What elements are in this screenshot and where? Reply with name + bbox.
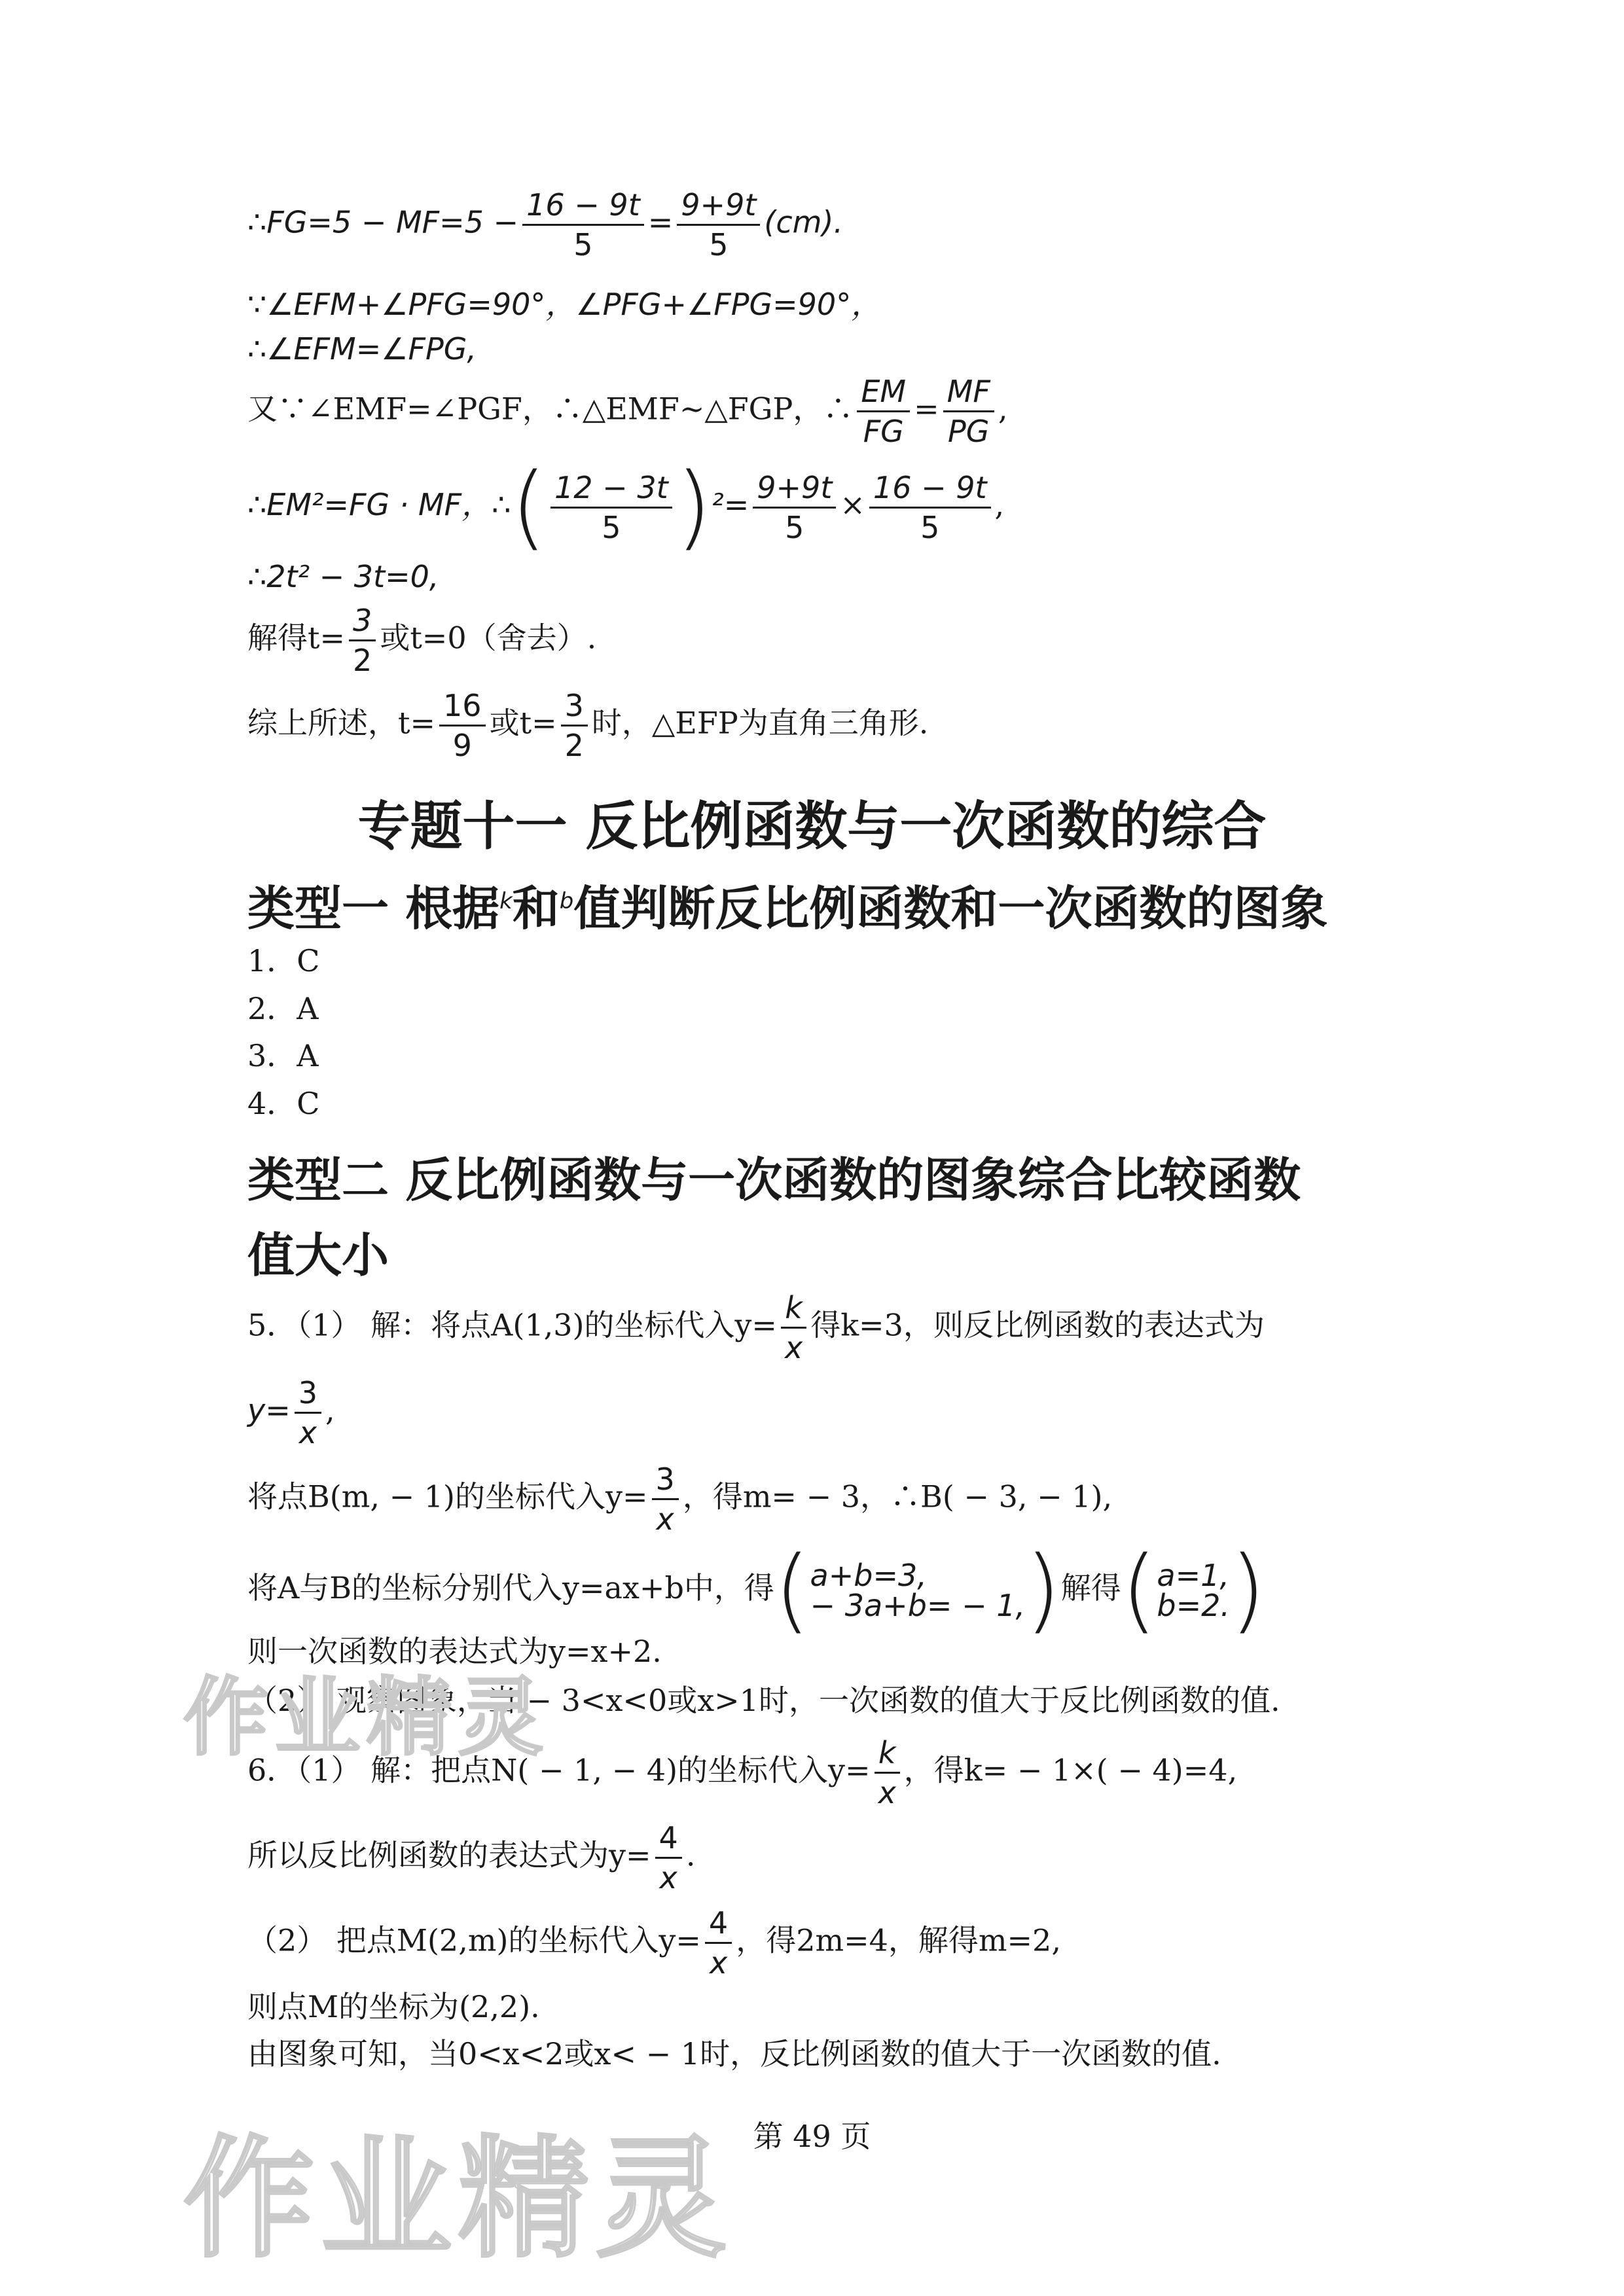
q5-part1: 5．（1） 解：将点A(1,3)的坐标代入y= $\frac{k}{x}$ 得k=3，则反比例函数的表达式为 [247, 1290, 1265, 1365]
q6-part2: （2） 把点M(2,m)的坐标代入y= $\frac{4}{x}$ ，得2m=4，解得m=2, [247, 1905, 1061, 1981]
q5-linear: 则一次函数的表达式为y=x+2. [247, 1634, 662, 1669]
eq-fg-frac1: $\frac{16 - 9t}{5}$ [522, 190, 644, 260]
eq-similar-frac1: $\frac{EM}{FG}$ [857, 376, 910, 446]
eq-em-frac2: $\frac{9+9t}{5}$ [753, 473, 836, 543]
eq-similar-frac2: $\frac{MF}{PG}$ [943, 376, 994, 446]
eq-angle-equal: ∴∠EFM=∠FPG, [247, 331, 477, 367]
eq-fg-unit: (cm). [764, 204, 844, 240]
type2-heading-line1: 类型二 反比例函数与一次函数的图象综合比较函数 [247, 1153, 1301, 1208]
q5-part2: （2） 观察图象，当 − 3<x<0或x>1时，一次函数的值大于反比例函数的值. [247, 1683, 1280, 1718]
eq-solution: 解得t= $\frac{3}{2}$ 或t=0（舍去）. [247, 603, 597, 678]
eq-fg-therefore: ∴ [247, 204, 267, 240]
eq-em-frac1: $\frac{12 - 3t}{5}$ [550, 473, 672, 543]
q5-expression: y= $\frac{3}{x}$ , [247, 1375, 335, 1450]
eq-summary: 综上所述，t= $\frac{16}{9}$ 或t= $\frac{3}{2}$ 时，△EFP为直角三角形. [247, 688, 929, 763]
eq-fg: ∴FG=5 − MF=5 − $\frac{16 - 9t}{5}$ = $\frac{9+9t}{5}$ (cm). [247, 187, 844, 262]
eq-fg-frac2: $\frac{9+9t}{5}$ [677, 190, 760, 260]
page-number: 第 49 页 [753, 2119, 871, 2154]
q6-part2-frac: $\frac{4}{x}$ [705, 1908, 732, 1978]
q5-system-solution: a=1, b=2. [1157, 1558, 1231, 1623]
q5-point-b-frac: $\frac{3}{x}$ [652, 1464, 679, 1534]
q5-system: 将A与B的坐标分别代入y=ax+b中，得( a+b=3, − 3a+b= − 1, )解得( a=1, b=2. ) [247, 1537, 1266, 1643]
eq-summary-frac1: $\frac{16}{9}$ [439, 691, 486, 761]
q5-system-eqs: a+b=3, − 3a+b= − 1, [810, 1558, 1026, 1623]
eq-summary-text: 综上所述，t= [247, 705, 436, 741]
watermark-mid: 作业精灵 [183, 1668, 550, 1767]
eq-em-squared: ∴EM²=FG · MF，∴( $\frac{12 - 3t}{5}$ )²= $\frac{9+9t}{5}$ × $\frac{16 - 9t}{5}$ , [247, 454, 1005, 560]
eq-em-text: ∴EM²=FG · MF，∴ [247, 487, 511, 522]
q6-part1: 6．（1） 解：把点N( − 1, − 4)的坐标代入y= $\frac{k}{x}$ ，得k= − 1×( − 4)=4, [247, 1735, 1238, 1810]
eq-fg-lhs: FG=5 − MF=5 − [266, 204, 519, 240]
answer-3: 3．A [247, 1038, 319, 1073]
answer-1: 1．C [247, 943, 320, 978]
watermark-bottom: 作业精灵 [183, 2123, 734, 2276]
q6-conclusion: 由图象可知，当0<x<2或x< − 1时，反比例函数的值大于一次函数的值. [247, 2036, 1221, 2072]
type1-heading: 类型一 根据$^k$和$^b$值判断反比例函数和一次函数的图象 [247, 881, 1328, 936]
q5-point-b: 将点B(m, − 1)的坐标代入y= $\frac{3}{x}$ ，得m= − 3，∴B( − 3, − 1), [247, 1462, 1113, 1537]
section-title: 专题十一 反比例函数与一次函数的综合 [357, 796, 1267, 857]
q5-part1-text: 5．（1） 解：将点A(1,3)的坐标代入y= [247, 1307, 777, 1343]
eq-similar: 又∵∠EMF=∠PGF，∴△EMF∼△FGP，∴ $\frac{EM}{FG}$ = $\frac{MF}{PG}$ , [247, 374, 1008, 449]
eq-em-frac3: $\frac{16 - 9t}{5}$ [869, 473, 991, 543]
eq-quadratic: ∴2t² − 3t=0, [247, 559, 439, 594]
eq-summary-frac2: $\frac{3}{2}$ [561, 691, 588, 761]
q5-expression-frac: $\frac{3}{x}$ [295, 1378, 321, 1448]
answer-2: 2．A [247, 991, 319, 1026]
q6-point-m: 则点M的坐标为(2,2). [247, 1989, 540, 2024]
eq-angles: ∵∠EFM+∠PFG=90°，∠PFG+∠FPG=90°， [247, 287, 882, 322]
q6-part1-frac: $\frac{k}{x}$ [875, 1738, 900, 1808]
q5-part1-frac: $\frac{k}{x}$ [781, 1293, 806, 1363]
eq-solution-text: 解得t= [247, 620, 346, 656]
eq-solution-frac: $\frac{3}{2}$ [349, 605, 376, 675]
answer-4: 4．C [247, 1086, 320, 1121]
q6-expression: 所以反比例函数的表达式为y= $\frac{4}{x}$ . [247, 1820, 696, 1895]
q6-expression-frac: $\frac{4}{x}$ [655, 1823, 682, 1893]
eq-similar-text: 又∵∠EMF=∠PGF，∴△EMF∼△FGP，∴ [247, 391, 854, 427]
type2-heading-line2: 值大小 [247, 1228, 389, 1283]
